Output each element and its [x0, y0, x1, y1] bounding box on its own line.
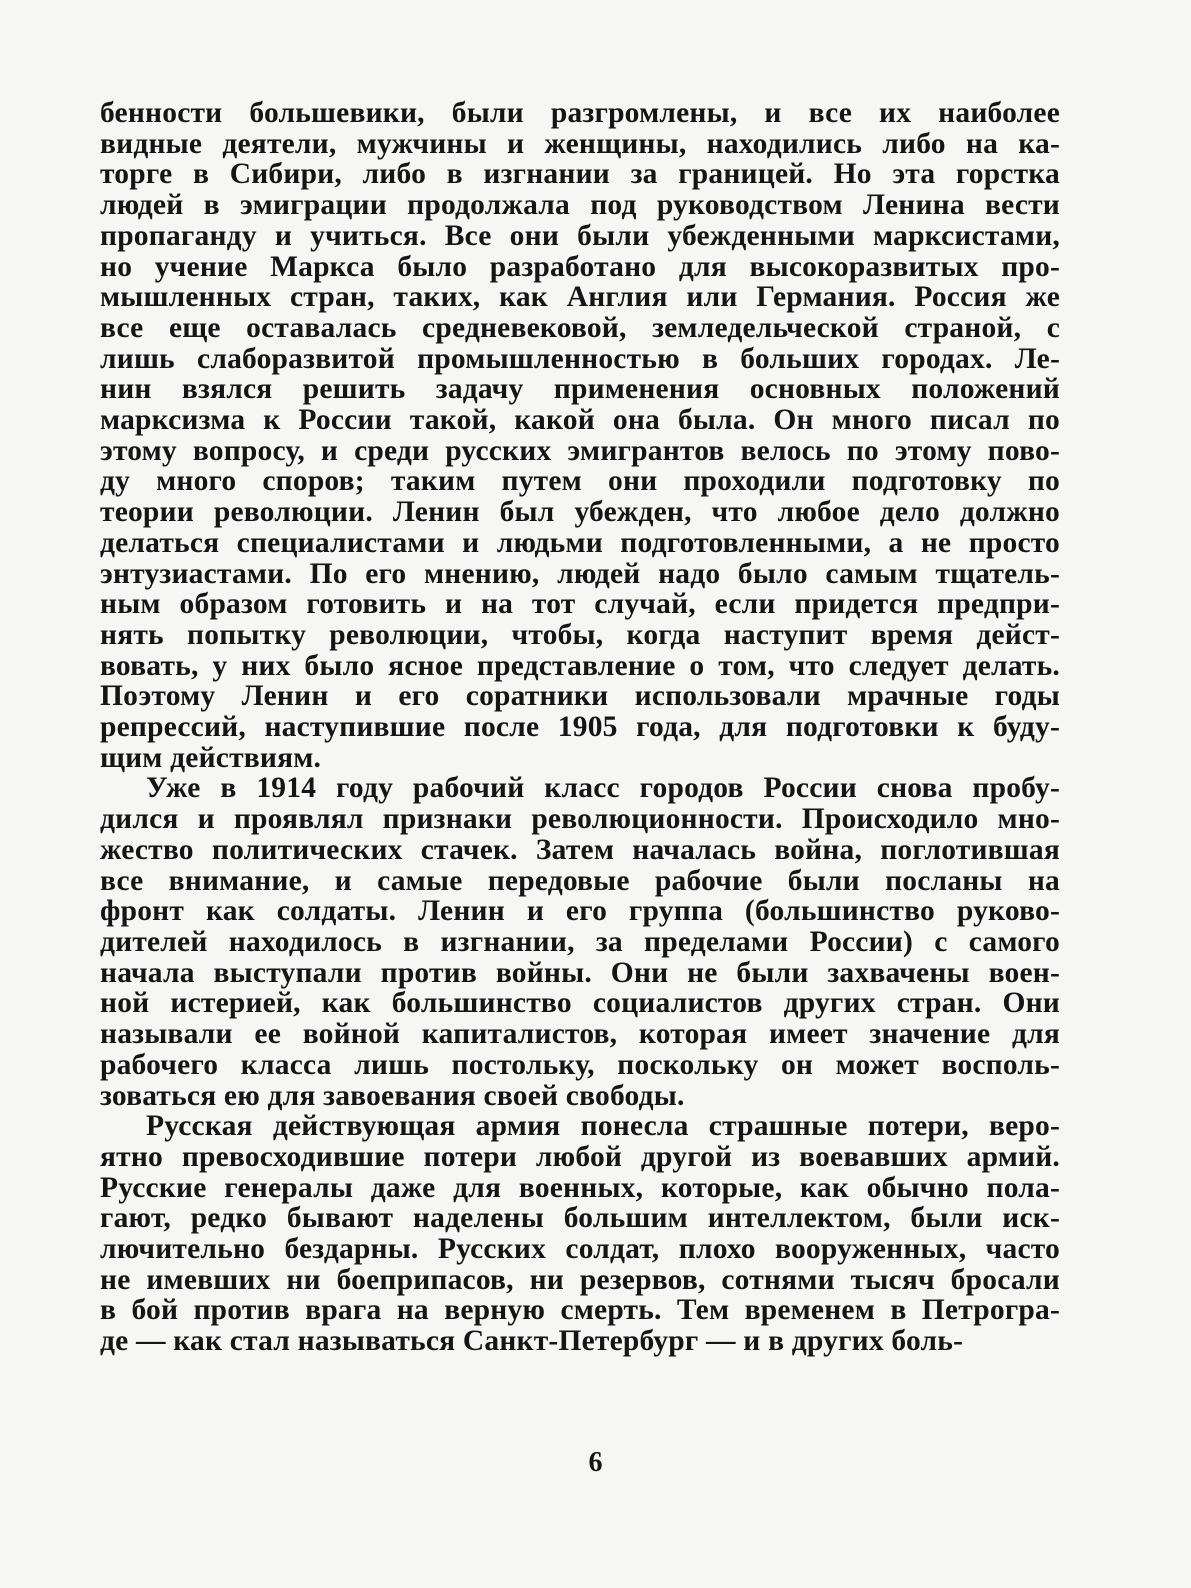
text-line: энтузиастами. По его мнению, людей надо было самым тщатель-	[100, 557, 1060, 590]
text-line: торге в Сибири, либо в изгнании за границей. Но эта горстка	[100, 158, 1060, 191]
text-line: пропаганду и учиться. Все они были убежденными марксистами,	[100, 219, 1060, 252]
text-line: дился и проявлял признаки революционности. Происходило мно-	[100, 803, 1060, 836]
text-line: нять попытку революции, чтобы, когда наступит время дейст-	[100, 618, 1060, 651]
text-line: жество политических стачек. Затем началась война, поглотившая	[100, 833, 1060, 866]
text-line: Поэтому Ленин и его соратники использовали мрачные годы	[100, 680, 1060, 713]
text-line: людей в эмиграции продолжала под руководством Ленина вести	[100, 189, 1060, 222]
text-line: ду много споров; таким путем они проходили подготовку по	[100, 465, 1060, 498]
text-line: зоваться ею для завоевания своей свободы.	[100, 1079, 685, 1112]
text-line: Русская действующая армия понесла страшные потери, веро-	[146, 1110, 1060, 1143]
text-line: не имевших ни боеприпасов, ни резервов, сотнями тысяч бросали	[100, 1263, 1060, 1296]
text-line: гают, редко бывают наделены большим интеллектом, были иск-	[100, 1202, 1060, 1235]
text-line: лишь слаборазвитой промышленностью в больших городах. Ле-	[100, 342, 1060, 375]
text-line: все внимание, и самые передовые рабочие были посланы на	[100, 864, 1060, 897]
text-line: но учение Маркса было разработано для высокоразвитых про-	[100, 250, 1060, 283]
text-line: де — как стал называться Санкт-Петербург — и в других боль-	[100, 1325, 964, 1358]
text-line: бенности большевики, были разгромлены, и все их наиболее	[100, 97, 1060, 129]
text-line: Русские генералы даже для военных, которые, как обычно пола-	[100, 1171, 1060, 1204]
text-line: фронт как солдаты. Ленин и его группа (большинство руково-	[100, 895, 1060, 928]
text-line: все еще оставалась средневековой, земледельческой страной, с	[100, 311, 1060, 344]
body-text	[100, 98, 1060, 1357]
text-line: лючительно бездарны. Русских солдат, плохо вооруженных, часто	[100, 1233, 1060, 1266]
text-line: начала выступали против войны. Они не были захвачены воен-	[100, 956, 1060, 989]
text-line: называли ее войной капиталистов, которая имеет значение для	[100, 1018, 1060, 1051]
text-line: видные деятели, мужчины и женщины, находились либо на ка-	[100, 127, 1060, 160]
text-line: ятно превосходившие потери любой другой из воевавших армий.	[100, 1140, 1060, 1173]
page-number: 6	[588, 1447, 603, 1478]
text-line: марксизма к России такой, какой она была. Он много писал по	[100, 404, 1060, 437]
text-line: мышленных стран, таких, как Англия или Германия. Россия же	[100, 281, 1060, 314]
paragraph-3	[100, 1111, 1060, 1357]
text-line: теории революции. Ленин был убежден, что любое дело должно	[100, 496, 1060, 529]
paragraph-1	[100, 98, 1060, 773]
text-line: этому вопросу, и среди русских эмигрантов велось по этому пово-	[100, 434, 1060, 467]
text-line: щим действиям.	[100, 741, 322, 774]
text-line: делаться специалистами и людьми подготовленными, а не просто	[100, 526, 1060, 559]
text-line: Уже в 1914 году рабочий класс городов России снова пробу-	[146, 772, 1060, 805]
text-line: рабочего класса лишь постольку, поскольку он может восполь-	[100, 1048, 1060, 1081]
text-line: нин взялся решить задачу применения основных положений	[100, 373, 1060, 406]
text-line: в бой против врага на верную смерть. Тем временем в Петрогра-	[100, 1294, 1060, 1327]
text-line: дителей находилось в изгнании, за пределами России) с самого	[100, 925, 1060, 958]
text-line: ным образом готовить и на тот случай, если придется предпри-	[100, 588, 1060, 621]
text-line: ной истерией, как большинство социалистов других стран. Они	[100, 987, 1060, 1020]
text-line: репрессий, наступившие после 1905 года, для подготовки к буду-	[100, 711, 1060, 744]
text-line: вовать, у них было ясное представление о том, что следует делать.	[100, 649, 1060, 682]
paragraph-2	[100, 773, 1060, 1111]
